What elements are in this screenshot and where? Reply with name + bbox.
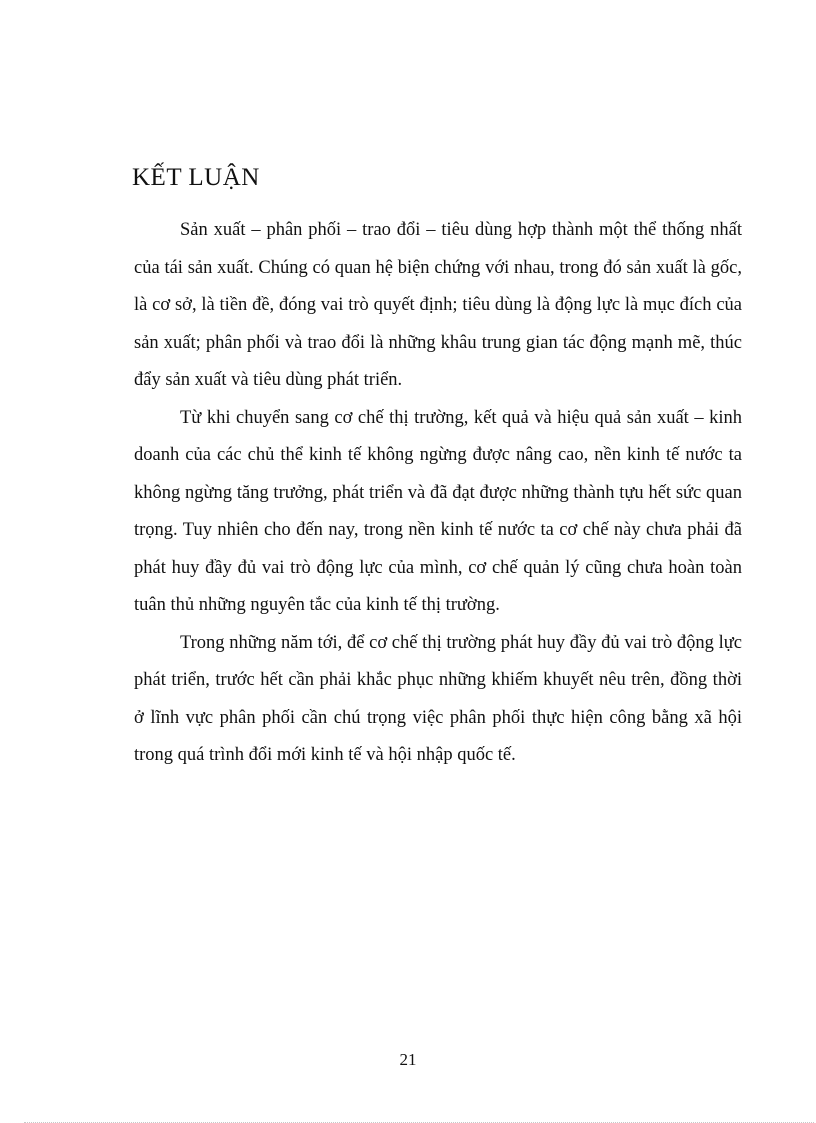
body-text <box>134 212 742 775</box>
paragraph-2: Từ khi chuyển sang cơ chế thị trường, kết quả và hiệu quả sản xuất – kinh doanh của các chủ thể kinh tế không ngừng được nâng cao, nền kinh tế nước ta không ngừng tăng trưởng, phát triển và đã đạt được những thành tựu hết sức quan trọng. Tuy nhiên cho đến nay, trong nền kinh tế nước ta cơ chế này chưa phải đã phát huy đầy đủ vai trò động lực của mình, cơ chế quản lý cũng chưa hoàn toàn tuân thủ những nguyên tắc của kinh tế thị trường. <box>134 407 742 615</box>
paragraph-3: Trong những năm tới, để cơ chế thị trường phát huy đầy đủ vai trò động lực phát triển, trước hết cần phải khắc phục những khiếm khuyết nêu trên, đồng thời ở lĩnh vực phân phối cần chú trọng việc phân phối thực hiện công bằng xã hội trong quá trình đổi mới kinh tế và hội nhập quốc tế. <box>134 632 742 765</box>
page-title: KẾT LUẬN <box>132 164 260 191</box>
page-number: 21 <box>399 1050 417 1069</box>
paragraph-1: Sản xuất – phân phối – trao đổi – tiêu dùng hợp thành một thể thống nhất của tái sản xuất. Chúng có quan hệ biện chứng với nhau, trong đó sản xuất là gốc, là cơ sở, là tiền đề, đóng vai trò quyết định; tiêu dùng là động lực là mục đích của sản xuất; phân phối và trao đổi là những khâu trung gian tác động mạnh mẽ, thúc đẩy sản xuất và tiêu dùng phát triển. <box>134 220 742 390</box>
